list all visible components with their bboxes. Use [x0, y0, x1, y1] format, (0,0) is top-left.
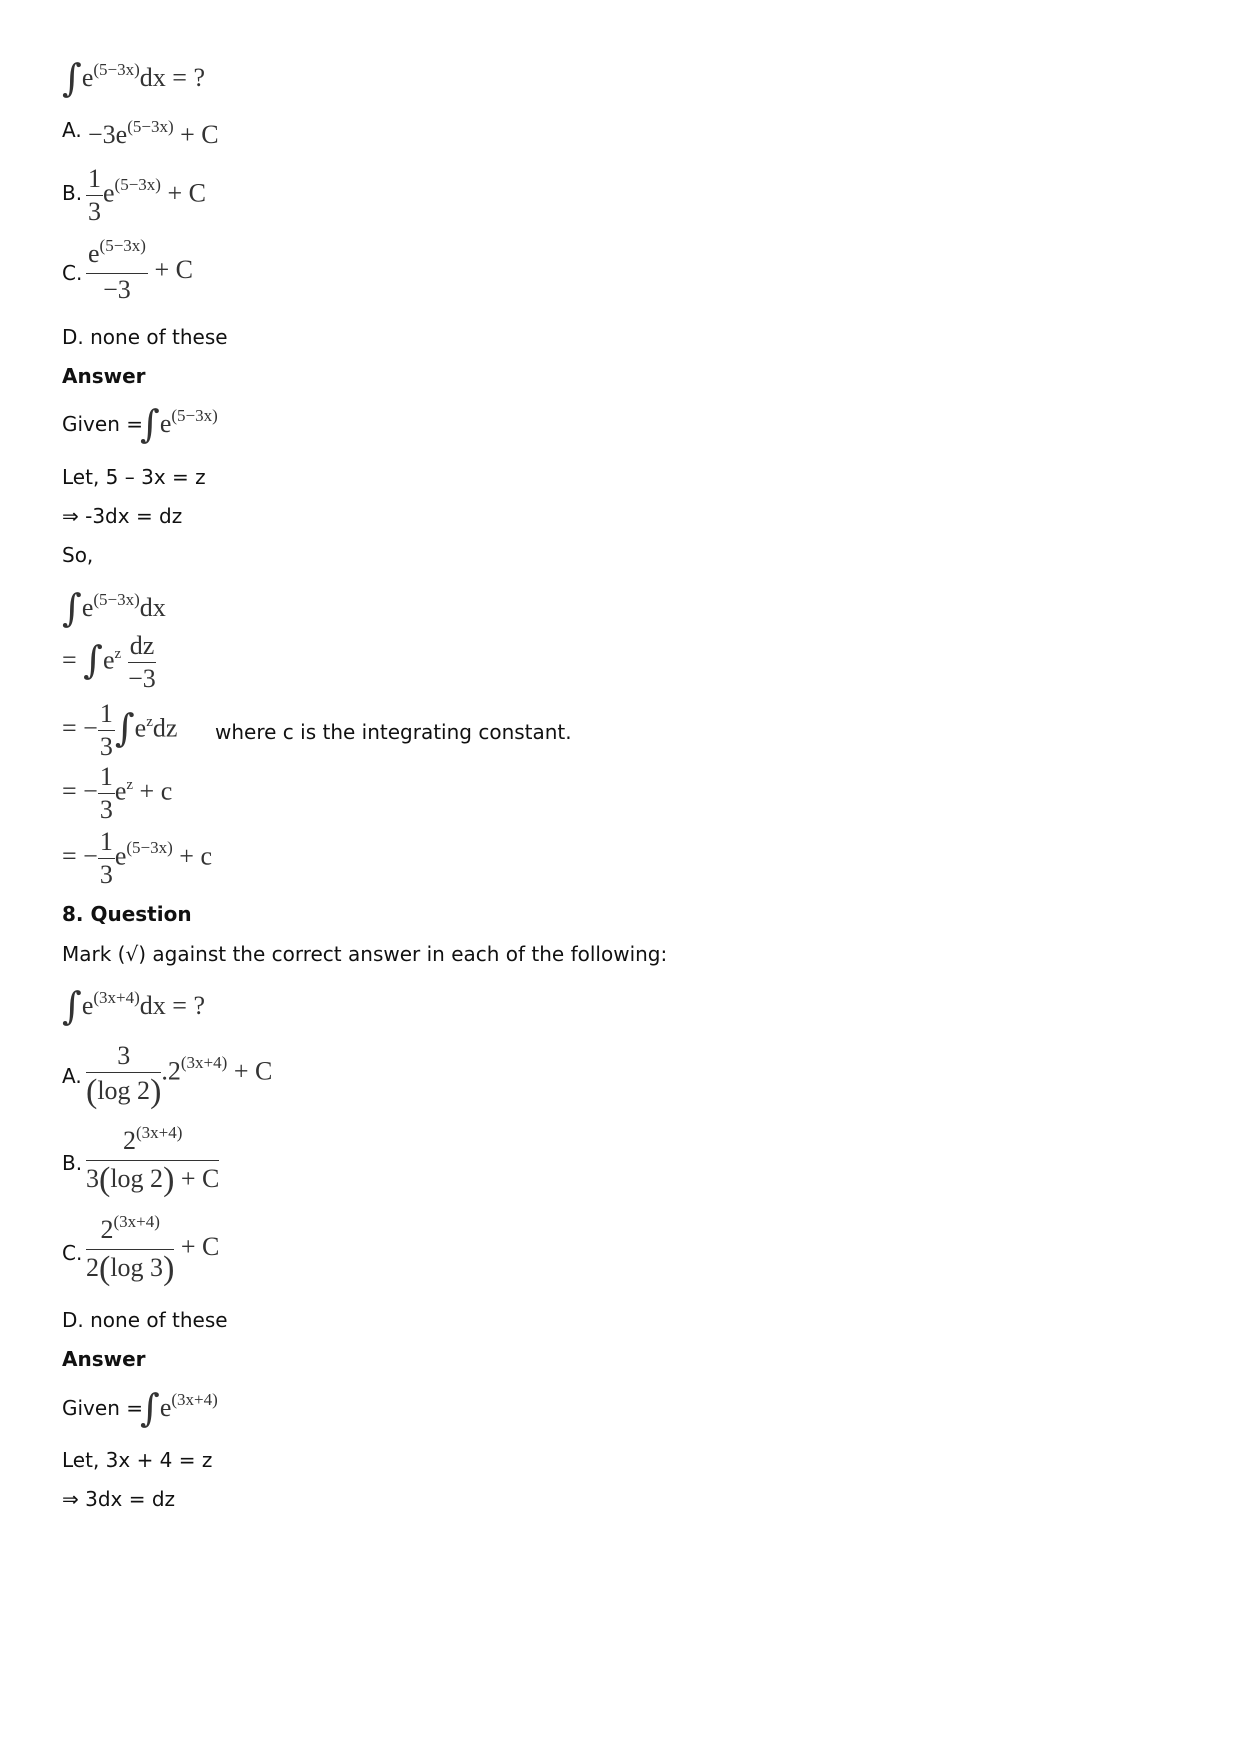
q7-answer-heading: Answer — [62, 364, 146, 388]
q7-given-formula: $\int e^{(5-3x)}$ — [140, 402, 218, 446]
q8-answer-heading: Answer — [62, 1347, 146, 1371]
q8-step-let: Let, 3x + 4 = z — [62, 1448, 213, 1472]
q7-option-b-label: B. — [62, 181, 83, 205]
q7-solution-line-2: = $\int e^z$ $\frac{dz}{-3}$ — [62, 631, 156, 693]
q8-step-diff: ⇒ 3dx = dz — [62, 1487, 176, 1511]
q7-given-label: Given = — [62, 412, 143, 436]
q8-option-d: D. none of these — [62, 1308, 228, 1332]
q7-step-let: Let, 5 – 3x = z — [62, 465, 206, 489]
q7-step-so: So, — [62, 543, 94, 567]
q8-option-c-label: C. — [62, 1241, 83, 1265]
q7-solution-line-3: = − $\frac{1}{3}$ $\int e^zdz$ — [62, 699, 178, 761]
q7-solution-line-1: $\int e^{(5-3x)}dx$ — [62, 586, 166, 630]
q8-question-formula: $\int e^{(3x+4)}dx$ = ? — [62, 984, 205, 1028]
q8-given-label: Given = — [62, 1396, 143, 1420]
q8-option-b-label: B. — [62, 1151, 83, 1175]
q8-heading: 8. Question — [62, 902, 192, 926]
q8-option-c-formula: $\frac{2^{(3x+4)}}{2(\log 3)}$ + C — [86, 1212, 220, 1287]
q7-option-c-formula: $\frac{e^{(5-3x)}}{-3}$ + C — [88, 236, 193, 304]
q7-option-a-label: A. — [62, 118, 82, 142]
q8-option-a-label: A. — [62, 1064, 82, 1088]
q7-option-d: D. none of these — [62, 325, 228, 349]
q7-option-c-label: C. — [62, 261, 83, 285]
q7-step-diff: ⇒ -3dx = dz — [62, 504, 183, 528]
q8-option-b-formula: $\frac{2^{(3x+4)}}{3(\log 2) + C}$ — [86, 1123, 220, 1198]
q7-solution-line-4: = − $\frac{1}{3}$ $e^z + c$ — [62, 762, 173, 824]
q7-question-formula: $\int e^{(5-3x)}dx$ = ? — [62, 56, 205, 100]
q7-integrating-constant-note: where c is the integrating constant. — [215, 720, 572, 744]
q8-given-formula: $\int e^{(3x+4)}$ — [140, 1386, 218, 1430]
q7-solution-line-5: = − $\frac{1}{3}$ $e^{(5-3x)} + c$ — [62, 827, 212, 889]
q8-option-a-formula: $\frac{3}{(\log 2)}$ $.2^{(3x+4)} + C$ — [86, 1041, 273, 1110]
q7-option-a-formula: $-3e^{(5-3x)} + C$ — [88, 117, 219, 149]
q7-option-b-formula: $\frac{1}{3}$ $e^{(5-3x)} + C$ — [88, 164, 206, 226]
q8-instruction: Mark (√) against the correct answer in each of the following: — [62, 942, 668, 966]
